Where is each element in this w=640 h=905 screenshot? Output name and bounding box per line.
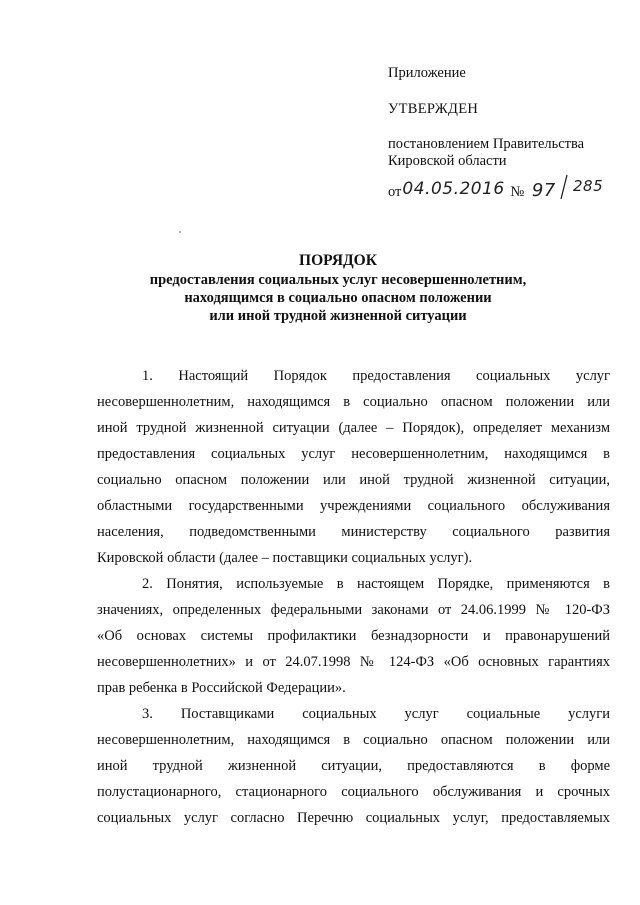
date-prefix: от <box>388 184 402 200</box>
paragraph-1 <box>97 363 610 571</box>
approved-label: УТВЕРЖДЕН <box>388 101 479 117</box>
document-title-block <box>0 251 640 325</box>
paragraph-line: полустационарного, стационарного социального обслуживания и срочных <box>97 784 610 800</box>
paragraph-line: предоставления социальных услуг несовершеннолетним, находящимся в <box>97 446 610 462</box>
date-number-row <box>388 170 628 201</box>
title-line-1: предоставления социальных услуг несовершеннолетним, <box>149 272 527 288</box>
paragraph-line: прав ребенка в Российской Федерации». <box>97 680 346 696</box>
paragraph-line: 3. Поставщиками социальных услуг социальные услуги <box>142 706 610 722</box>
paragraph-line: 1. Настоящий Порядок предоставления социальных услуг <box>142 368 610 384</box>
document-title: ПОРЯДОК <box>299 252 377 269</box>
number-sign: № <box>510 184 525 200</box>
paragraph-3 <box>97 701 610 831</box>
paragraph-line: населения, подведомственными министерству социального развития <box>97 524 610 540</box>
resolution-line-1: постановлением Правительства <box>388 136 585 152</box>
paragraph-line: Кировской области (далее – поставщики социальных услуг). <box>97 550 473 566</box>
paragraph-line: 2. Понятия, используемые в настоящем Порядке, применяются в <box>142 576 610 592</box>
title-line-3: или иной трудной жизненной ситуации <box>209 308 467 324</box>
paragraph-line: значениях, определенных федеральными законами от 24.06.1999 № 120-ФЗ <box>97 602 610 618</box>
handwritten-slash <box>559 174 569 200</box>
paragraph-line: несовершеннолетних» и от 24.07.1998 № 124-ФЗ «Об основных гарантиях <box>97 654 610 670</box>
paragraph-line: «Об основах системы профилактики безнадзорности и правонарушений <box>97 628 610 644</box>
paragraph-line: несовершеннолетним, находящимся в социально опасном положении или <box>97 394 610 410</box>
resolution-line-2: Кировской области <box>388 153 507 169</box>
paragraph-line: областными государственными учреждениями социального обслуживания <box>97 498 610 514</box>
document-body <box>97 363 610 831</box>
paragraph-line: иной трудной жизненной ситуации (далее – Порядок), определяет механизм <box>97 420 610 436</box>
paragraph-2 <box>97 571 610 701</box>
paragraph-line: социальных услуг согласно Перечню социальных услуг, предоставляемых <box>97 810 610 826</box>
paragraph-line: социально опасном положении или иной трудной жизненной ситуации, <box>97 472 610 488</box>
handwritten-date: 04.05.2016 <box>402 179 505 199</box>
scan-speck <box>179 231 181 233</box>
title-line-2: находящимся в социально опасном положении <box>184 290 492 306</box>
handwritten-number-2: 285 <box>573 177 604 195</box>
appendix-label: Приложение <box>388 65 466 81</box>
approval-stamp-block <box>388 64 628 201</box>
resolution-reference <box>388 136 628 201</box>
paragraph-line: иной трудной жизненной ситуации, предоставляются в форме <box>97 758 610 774</box>
handwritten-number-1: 97 <box>531 180 556 201</box>
paragraph-line: несовершеннолетним, находящимся в социально опасном положении или <box>97 732 610 748</box>
